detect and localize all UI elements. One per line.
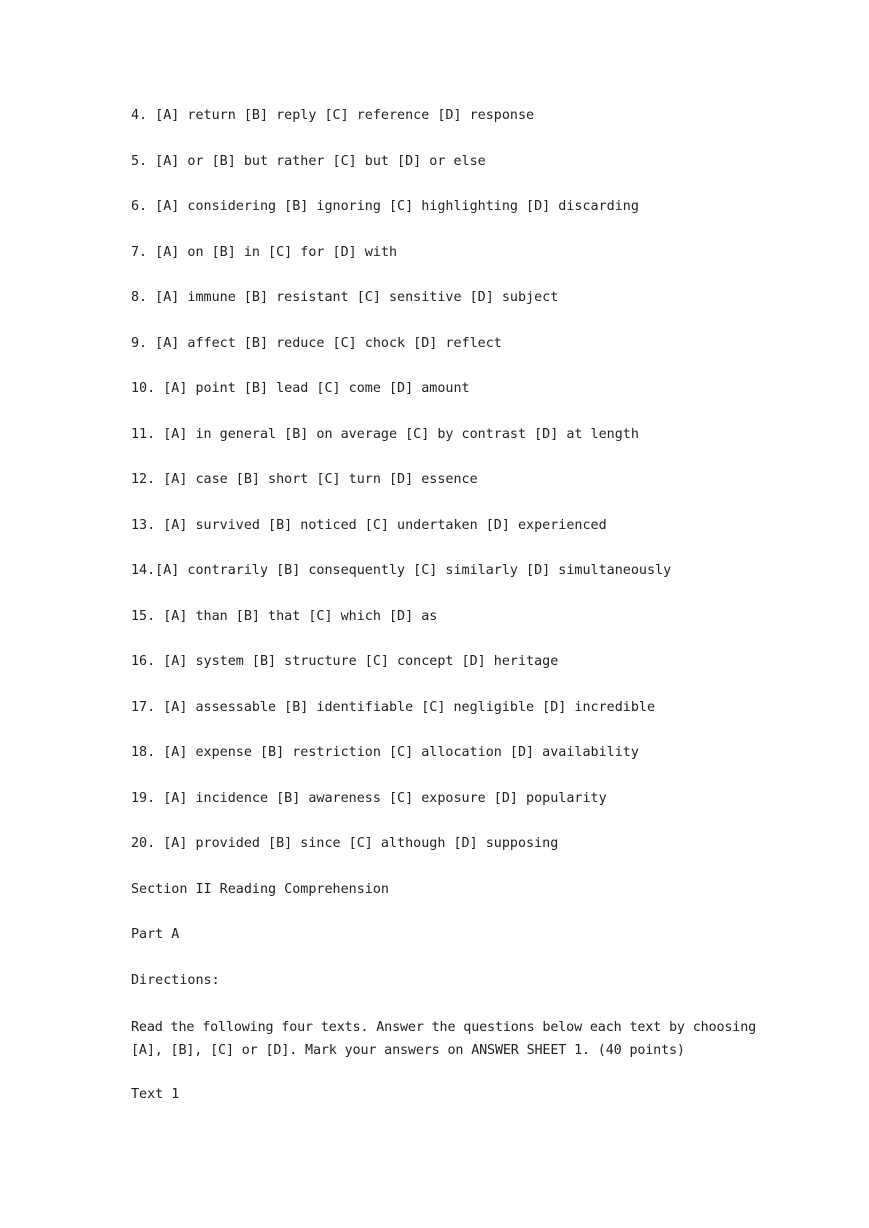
question-9-options: 9. [A] affect [B] reduce [C] chock [D] reflect (131, 335, 502, 351)
question-17-options: 17. [A] assessable [B] identifiable [C] negligible [D] incredible (131, 699, 656, 715)
question-16-options: 16. [A] system [B] structure [C] concept [D] heritage (131, 654, 559, 669)
part-title: Part A (131, 927, 180, 942)
question-11-options: 11. [A] in general [B] on average [C] by contrast [D] at length (131, 426, 639, 442)
question-10-options: 10. [A] point [B] lead [C] come [D] amount (131, 381, 470, 396)
question-4-options: 4. [A] return [B] reply [C] reference [D] response (131, 108, 535, 123)
question-8-options: 8. [A] immune [B] resistant [C] sensitive [D] subject (131, 290, 559, 305)
question-18-options: 18. [A] expense [B] restriction [C] allocation [D] availability (131, 745, 639, 760)
directions-text: Read the following four texts. Answer the questions below each text by choosing [A], [B], [C] or [D]. Mark your answers on ANSWER SHEET 1. (40 points) (131, 1020, 757, 1058)
question-13-options: 13. [A] survived [B] noticed [C] undertaken [D] experienced (131, 517, 607, 533)
question-6-options: 6. [A] considering [B] ignoring [C] highlighting [D] discarding (131, 199, 639, 214)
question-19-options: 19. [A] incidence [B] awareness [C] exposure [D] popularity (131, 790, 607, 806)
question-5-options: 5. [A] or [B] but rather [C] but [D] or else (131, 153, 486, 169)
question-7-options: 7. [A] on [B] in [C] for [D] with (131, 244, 398, 260)
question-14-options: 14.[A] contrarily [B] consequently [C] similarly [D] simultaneously (131, 563, 672, 578)
directions-label: Directions: (131, 972, 220, 988)
text-label: Text 1 (131, 1086, 180, 1102)
section-title: Section II Reading Comprehension (131, 881, 389, 897)
question-12-options: 12. [A] case [B] short [C] turn [D] essence (131, 472, 478, 487)
question-15-options: 15. [A] than [B] that [C] which [D] as (131, 608, 438, 624)
document-page (131, 106, 771, 1130)
question-20-options: 20. [A] provided [B] since [C] although [D] supposing (131, 836, 559, 851)
